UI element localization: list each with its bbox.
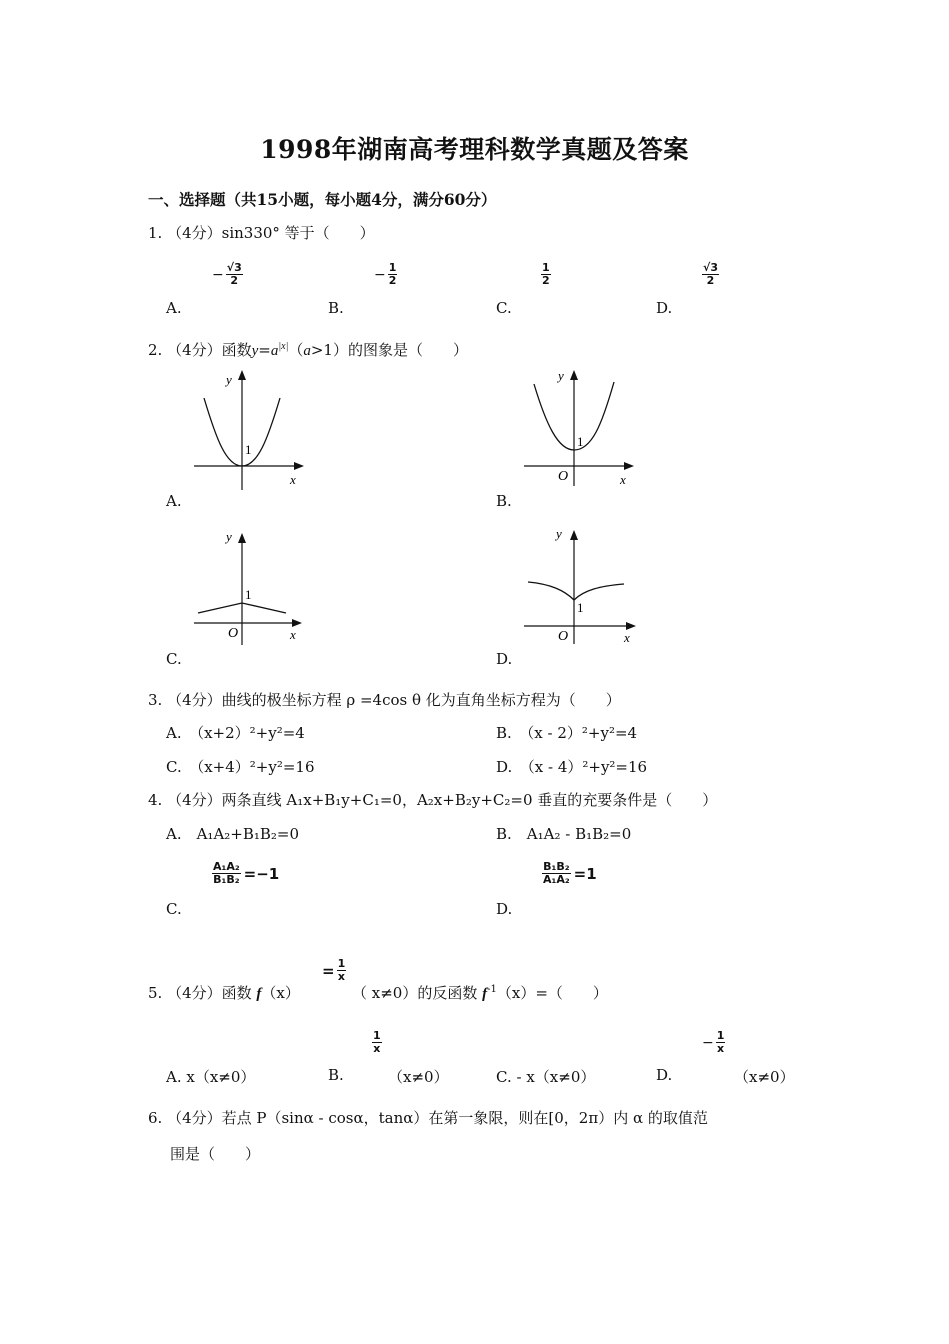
fraction: $\frac{√3}{2}$ <box>226 261 242 287</box>
q1-option-b-value <box>374 262 397 287</box>
axis-label-y: y <box>558 368 564 383</box>
fraction: $\frac{1}{x}$ <box>716 1029 725 1055</box>
origin-label: O <box>228 626 239 641</box>
question-6-stem-line2: 围是（ ） <box>170 1145 261 1163</box>
axis-label-x: x <box>290 627 296 642</box>
q5-option-d-fraction <box>702 1030 725 1055</box>
question-3-stem: 3. （4分）曲线的极坐标方程 ρ =4cos θ 化为直角坐标方程为（ ） <box>148 691 621 709</box>
q4-option-c-value: $\frac{\text{A₁A₂}}{\text{B₁B₂}}$ =−1 <box>213 860 280 886</box>
q3-option-d[interactable]: D. （x - 4）²+y²=16 <box>496 758 648 776</box>
intercept-label: 1 <box>577 434 584 449</box>
q4-option-d[interactable]: D. <box>496 900 513 918</box>
q4-option-a[interactable]: A. A₁A₂+B₁B₂=0 <box>166 825 300 843</box>
q2-option-d[interactable]: D. <box>496 650 513 668</box>
q3-option-b[interactable]: B. （x - 2）²+y²=4 <box>496 724 638 742</box>
fraction: $\frac{1}{x}$ <box>337 957 346 983</box>
q5-function-fraction: = $\frac{1}{x}$ <box>322 957 346 983</box>
q1-option-b[interactable]: B. <box>328 299 344 317</box>
q1-option-c-value <box>541 262 551 287</box>
q1-option-d[interactable]: D. <box>656 299 673 317</box>
origin-label: O <box>558 469 569 484</box>
intercept-label: 1 <box>245 587 252 602</box>
q5-option-b-text: （x≠0） <box>388 1068 449 1086</box>
graph-a <box>188 368 308 490</box>
q5-option-c[interactable]: C. - x（x≠0） <box>496 1068 596 1086</box>
fraction: $\frac{√3}{2}$ <box>703 261 718 287</box>
intercept-label: 1 <box>577 600 584 615</box>
q5-option-b[interactable]: B. <box>328 1066 344 1084</box>
question-2-stem: 2. （4分）函数$y=a^{|x|}(a>1)$的图象是（ ） <box>148 341 468 359</box>
q4-option-b[interactable]: B. A₁A₂ - B₁B₂=0 <box>496 825 632 843</box>
q1-option-c[interactable]: C. <box>496 299 512 317</box>
graph-c <box>188 527 308 645</box>
origin-label: O <box>558 629 569 644</box>
q5-option-d[interactable]: D. <box>656 1066 673 1084</box>
axis-label-y: y <box>556 526 562 541</box>
fraction: $\frac{1}{2}$ <box>388 261 397 287</box>
minus-sign: − <box>702 1034 714 1051</box>
q5-option-a[interactable]: A. x（x≠0） <box>166 1068 256 1086</box>
section-heading: 一、选择题（共15小题，每小题4分，满分60分） <box>148 190 497 209</box>
page-title: 1998年湖南高考理科数学真题及答案 <box>260 135 689 164</box>
fraction: $\frac{\text{A₁A₂}}{\text{B₁B₂}}$ <box>213 860 240 886</box>
axis-label-x: x <box>290 472 296 487</box>
fraction: $\frac{1}{x}$ <box>373 1029 381 1055</box>
graph-d <box>520 524 644 646</box>
q4-option-c[interactable]: C. <box>166 900 182 918</box>
fraction: $\frac{1}{2}$ <box>542 261 550 287</box>
axis-label-x: x <box>620 472 626 487</box>
q1-option-a[interactable]: A. <box>166 299 182 317</box>
q4-option-d-value: $\frac{\text{B₁B₂}}{\text{A₁A₂}}$ =1 <box>543 860 597 886</box>
question-5-stem-left: 5. （4分）函数 f（x） <box>148 984 300 1002</box>
q5-option-b-fraction <box>372 1030 382 1055</box>
intercept-label: 1 <box>245 442 252 457</box>
q2-option-c[interactable]: C. <box>166 650 182 668</box>
q3-option-c[interactable]: C. （x+4）²+y²=16 <box>166 758 315 776</box>
fraction: $\frac{\text{B₁B₂}}{\text{A₁A₂}}$ <box>543 860 570 886</box>
minus-sign: − <box>212 266 224 283</box>
graph-b <box>520 364 640 490</box>
q1-option-d-value <box>702 262 719 287</box>
q1-option-a-value <box>212 262 243 287</box>
question-1-stem: 1. （4分）sin330° 等于（ ） <box>148 224 375 242</box>
question-5-stem-right: （ x≠0）的反函数 $f^{-1}(x)=$（ ） <box>352 984 608 1002</box>
q2-option-b[interactable]: B. <box>496 492 512 510</box>
axis-label-x: x <box>624 630 630 645</box>
q5-option-d-text: （x≠0） <box>734 1068 795 1086</box>
question-4-stem: 4. （4分）两条直线 A₁x+B₁y+C₁=0，A₂x+B₂y+C₂=0 垂直的充要条件是（ ） <box>148 791 718 809</box>
question-6-stem-line1: 6. （4分）若点 P（sinα - cosα，tanα）在第一象限，则在[0，2π）内 α 的取值范 <box>148 1109 708 1127</box>
q2-option-a[interactable]: A. <box>166 492 182 510</box>
axis-label-y: y <box>226 372 232 387</box>
minus-sign: − <box>374 266 386 283</box>
axis-label-y: y <box>226 529 232 544</box>
q3-option-a[interactable]: A. （x+2）²+y²=4 <box>166 724 305 742</box>
